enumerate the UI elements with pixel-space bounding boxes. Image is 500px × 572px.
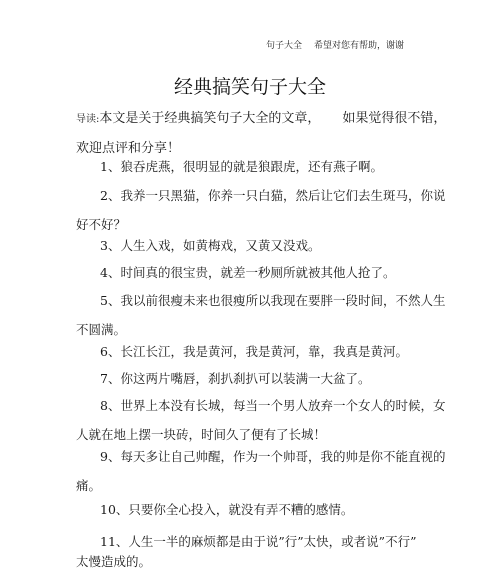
list-item	[76, 532, 421, 572]
list-item-text: 11、人生一半的麻烦都是由于说”行”太快，或者说”不行”	[100, 534, 417, 549]
list-item	[76, 231, 421, 260]
list-item-continuation: 不圆满。	[76, 322, 127, 337]
list-item-text: 1、狼吞虎燕，很明显的就是狼跟虎，还有燕子啊。	[100, 159, 383, 174]
list-item-text: 9、每天多让自己帅醒，作为一个帅哥，我的帅是你不能直视的	[100, 449, 446, 464]
list-item	[76, 495, 421, 524]
list-item-text: 8、世界上本没有长城，每当一个男人放弃一个女人的时候，女	[100, 398, 446, 413]
list-item	[76, 364, 421, 393]
list-item	[76, 286, 446, 344]
list-item-continuation: 人就在地上摆一块砖，时间久了便有了长城！	[76, 427, 327, 442]
list-item	[76, 258, 421, 287]
list-item-text: 6、长江长江，我是黄河，我是黄河，靠，我真是黄河。	[100, 344, 408, 359]
list-item-continuation: 太慢造成的。	[76, 554, 152, 569]
intro-label: 导读:	[76, 114, 100, 125]
header-left-text: 句子大全	[266, 41, 303, 51]
list-item-text: 7、你这两片嘴唇，刹扒刹扒可以装满一大盆了。	[100, 371, 371, 386]
list-item-text: 4、时间真的很宝贵，就差一秒厕所就被其他人抢了。	[100, 265, 396, 280]
list-item-text: 2、我养一只黑猫，你养一只白猫，然后让它们去生斑马，你说	[100, 188, 446, 203]
list-item-continuation: 好不好？	[76, 217, 127, 232]
list-item-text: 5、我以前很瘦未来也很瘦所以我现在要胖一段时间，不然人生	[100, 293, 446, 308]
page-header	[266, 38, 404, 51]
list-item	[76, 391, 446, 449]
document-title: 经典搞笑句子大全	[173, 76, 326, 98]
intro-text-a: 本文是关于经典搞笑句子大全的文章，	[99, 111, 321, 126]
list-item	[76, 337, 421, 366]
list-item-text: 10、只要你全心投入，就没有弄不糟的感情。	[100, 502, 354, 517]
header-right-text: 希望对您有帮助，谢谢	[314, 41, 405, 51]
list-item	[76, 152, 421, 181]
list-item	[76, 442, 446, 500]
intro-text-b: 如果觉得很不错，	[342, 111, 447, 126]
intro-text-line2: 欢迎点评和分享！	[76, 141, 181, 156]
list-item-text: 3、人生入戏，如黄梅戏，又黄又没戏。	[100, 238, 321, 253]
list-item-continuation: 痛。	[76, 478, 102, 493]
